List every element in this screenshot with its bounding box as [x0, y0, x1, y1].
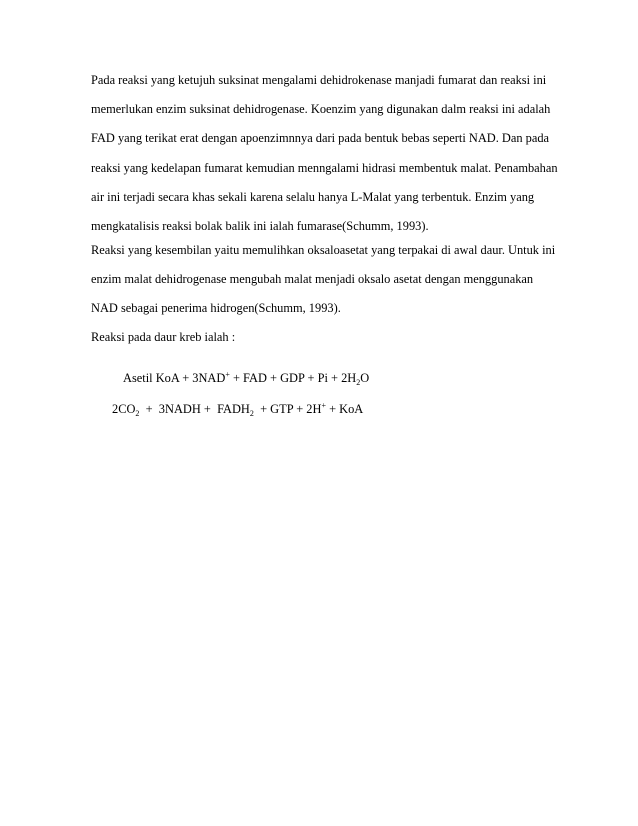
proton-charge-superscript: + — [321, 401, 326, 410]
fadh2-subscript: 2 — [249, 409, 254, 418]
reaction-intro: Reaksi pada daur kreb ialah : — [91, 330, 236, 344]
nad-charge-superscript: + — [225, 370, 230, 379]
paragraph2-line-2: enzim malat dehidrogenase mengubah malat menjadi oksalo asetat dengan menggunakan — [91, 272, 534, 286]
co2-subscript: 2 — [135, 409, 140, 418]
reactants-part-c: O — [360, 371, 370, 385]
paragraph1-line-1: Pada reaksi yang ketujuh suksinat mengalami dehidrokenase manjadi fumarat dan reaksi ini — [91, 73, 547, 87]
reactants-part-b: + FAD + GDP + Pi + 2H — [229, 371, 357, 385]
paragraph2-line-3: NAD sebagai penerima hidrogen(Schumm, 1993). — [91, 301, 341, 315]
reactants-part-a: Asetil KoA + 3NAD — [123, 371, 226, 385]
paragraph2-line-1: Reaksi yang kesembilan yaitu memulihkan oksaloasetat yang terpakai di awal daur. Untuk ini — [91, 243, 556, 257]
equation-reactants — [123, 370, 369, 386]
products-part-b: + 3NADH + FADH — [139, 402, 250, 416]
products-part-d: + KoA — [325, 402, 364, 416]
products-part-a: 2CO — [112, 402, 136, 416]
products-part-c: + GTP + 2H — [253, 402, 322, 416]
paragraph1-line-6: mengkatalisis reaksi bolak balik ini ialah fumarase(Schumm, 1993). — [91, 219, 429, 233]
paragraph1-line-2: memerlukan enzim suksinat dehidrogenase. Koenzim yang digunakan dalm reaksi ini adalah — [91, 102, 551, 116]
paragraph1-line-5: air ini terjadi secara khas sekali karena selalu hanya L-Malat yang terbentuk. Enzim yang — [91, 190, 535, 204]
water-subscript: 2 — [356, 378, 361, 387]
paragraph1-line-4: reaksi yang kedelapan fumarat kemudian menngalami hidrasi membentuk malat. Penambahan — [91, 161, 558, 175]
paragraph1-line-3: FAD yang terikat erat dengan apoenzimnnya dari pada bentuk bebas seperti NAD. Dan pada — [91, 131, 550, 145]
equation-products — [112, 401, 363, 417]
